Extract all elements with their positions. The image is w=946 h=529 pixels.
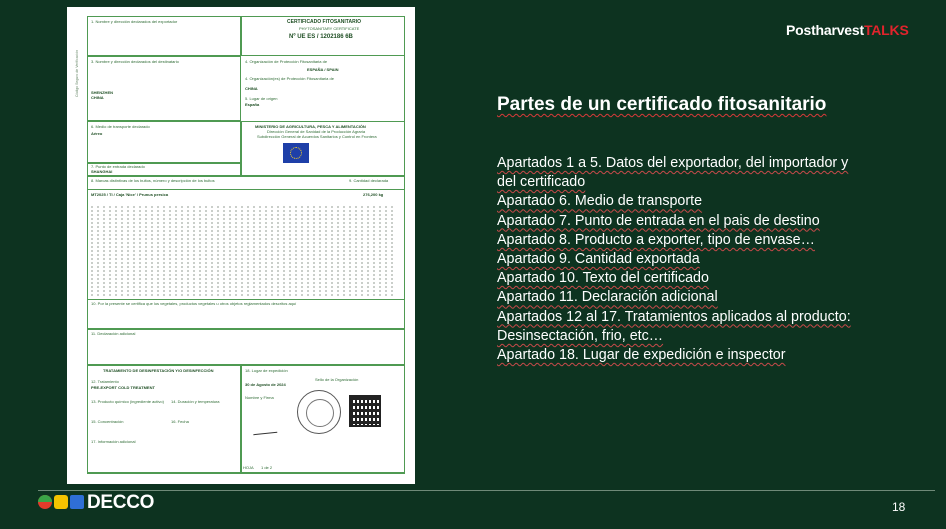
statement-label: 10. Por la presente se certifica que los vegetales, productos vegetales u otros objetos reglamentados descritos aquí [91, 301, 297, 306]
inspector-label: Nombre y Firma [245, 395, 274, 400]
goods-label: 8. Marcas distintivas de los bultos, número y descripción de los bultos [91, 178, 215, 183]
seal-label: Sello de la Organización [315, 377, 359, 382]
decco-logo-mark-icon [38, 495, 84, 511]
section-line: Apartado 18. Lugar de expedición e inspector [497, 347, 786, 364]
sheet-value: 1 de 2 [261, 465, 273, 470]
quantity-label: 9. Cantidad declarada [349, 178, 389, 183]
origin-value: España [245, 102, 260, 107]
slide-heading: Partes de un certificado fitosanitario [497, 94, 827, 115]
section-line: Desinsectación, frio, etc… [497, 327, 664, 344]
dest-country: CHINA [245, 86, 258, 91]
section-line: Apartados 1 a 5. Datos del exportador, del importador y [497, 155, 849, 171]
ministry-sub2: Subdirección General de Acuerdos Sanitarios y Control en Frontera [257, 134, 377, 139]
concentration-label: 15. Concentración [91, 419, 124, 424]
section-line: Apartado 8. Producto a exporter, tipo de envase… [497, 231, 815, 248]
brand-part1: Postharvest [786, 22, 864, 38]
eu-flag-icon [283, 143, 309, 163]
consignee-city: SHENZHEN [91, 90, 114, 95]
place-date: 30 de Agosto de 2024 [245, 382, 286, 387]
certificate-subtitle: PHYTOSANITARY CERTIFICATE [299, 26, 360, 31]
sheet-label: HOJA [243, 465, 254, 470]
dest-npo-label: 4. Organización(es) de Protección Fitosanitaria de [245, 76, 334, 81]
certificate-side-code: Código Seguro de Verificación [75, 49, 79, 97]
duration-label: 14. Duración y temperatura [171, 399, 220, 404]
qr-code-icon [349, 395, 381, 427]
section-line: Apartado 6. Medio de transporte [497, 193, 703, 210]
origin-label: 5. Lugar de origen [245, 96, 278, 101]
transport-value: Aéreo [91, 131, 103, 136]
additional-label: 11. Declaración adicional [91, 331, 136, 336]
chemical-label: 13. Producto químico (ingrediente activo) [91, 399, 164, 404]
npo-country: ESPAÑA / SPAIN [307, 67, 339, 72]
treatment-header: TRATAMIENTO DE DESINFESTACIÓN Y/O DESINFECCIÓN [103, 368, 214, 373]
section-list [497, 154, 917, 365]
consignee-box [87, 56, 241, 121]
date-label: 16. Fecha [171, 419, 189, 424]
quantity-value: 276,200 kg [363, 192, 384, 197]
section-line: Apartado 9. Cantidad exportada [497, 251, 700, 268]
entry-value: SHANGHAI [91, 169, 113, 174]
section-line: Apartado 10. Texto del certificado [497, 270, 709, 287]
certificate-number: Nº UE ES / 1202186 6B [289, 34, 353, 40]
section-line: Apartado 7. Punto de entrada en el pais de destino [497, 212, 820, 229]
official-seal-icon [297, 390, 341, 434]
section-line: Apartados 12 al 17. Tratamientos aplicados al producto: [497, 308, 851, 325]
decco-logo [38, 494, 154, 512]
footer-divider [38, 490, 935, 491]
ministry-sub1: Dirección General de Sanidad de la Producción Agraria [267, 129, 366, 134]
product-line: MT2025 / TI / Caja 'Nice' / Prunus persica [91, 192, 169, 197]
brand-part2: TALKS [863, 22, 909, 38]
section-line: del certificado [497, 174, 586, 191]
treatment-item: 12. Tratamiento [91, 379, 119, 384]
treatment-value: PRE-EXPORT COLD TREATMENT [91, 385, 155, 390]
entry-label: 7. Punto de entrada declarado [91, 164, 145, 169]
consignee-country: CHINA [91, 95, 104, 100]
certificate-title: CERTIFICADO FITOSANITARIO [287, 19, 361, 25]
decco-logo-text: DECCO [87, 492, 155, 513]
goods-list-dots [89, 205, 394, 297]
exporter-label: 1. Nombre y dirección declarados del exportador [91, 19, 178, 24]
transport-label: 6. Medio de transporte declarado [91, 124, 150, 129]
ministry-name: MINISTERIO DE AGRICULTURA, PESCA Y ALIMENTACIÓN [255, 124, 366, 129]
page-number: 18 [892, 500, 906, 514]
certificate-image [67, 7, 415, 484]
postharvest-talks-brand [786, 22, 909, 38]
consignee-label: 3. Nombre y dirección declarados del destinatario [91, 59, 179, 64]
npo-label: 4. Organización de Protección Fitosanitaria de [245, 59, 328, 64]
place-label: 18. Lugar de expedición [245, 368, 288, 373]
section-line: Apartado 11. Declaración adicional [497, 289, 718, 306]
info-label: 17. Información adicional [91, 439, 136, 444]
